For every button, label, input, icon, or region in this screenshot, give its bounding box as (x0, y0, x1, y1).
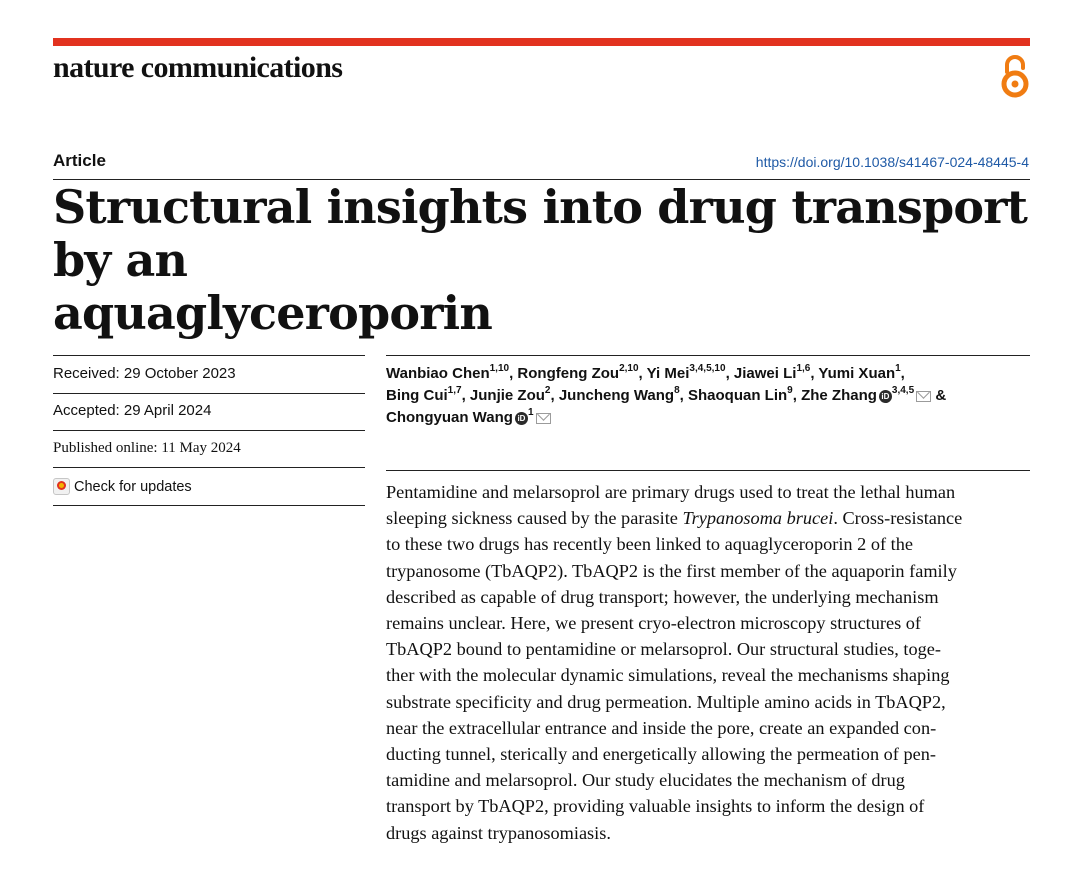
author-separator: , (509, 365, 518, 382)
open-access-icon[interactable] (998, 52, 1032, 100)
orcid-icon[interactable]: iD (515, 412, 528, 425)
author-separator: , (792, 387, 802, 404)
meta-rule (53, 393, 365, 394)
author-separator: , (638, 365, 647, 382)
received-date: Received: 29 October 2023 (53, 365, 236, 382)
author-separator: , (810, 365, 819, 382)
doi-link[interactable]: https://doi.org/10.1038/s41467-024-48445-4 (755, 154, 1029, 170)
abstract-line: substrate specificity and drug permeation. Multiple amino acids in TbAQP2, (386, 691, 946, 712)
accepted-date: Accepted: 29 April 2024 (53, 402, 212, 419)
email-icon[interactable] (536, 413, 551, 424)
abstract-line: tamidine and melarsoprol. Our study elucidates the mechanism of drug (386, 770, 905, 791)
author-name[interactable]: Bing Cui (386, 387, 448, 404)
author-affiliation: 1,6 (796, 363, 811, 374)
author-affiliation: 2,10 (619, 363, 639, 374)
abstract-line: remains unclear. Here, we present cryo-electron microscopy structures of (386, 613, 922, 634)
abstract-top-rule (386, 470, 1030, 471)
author-name[interactable]: Shaoquan Lin (688, 387, 788, 404)
author-separator: , (900, 365, 905, 382)
author-affiliation: 3,4,5,10 (689, 363, 726, 374)
author-name[interactable]: Yumi Xuan (818, 365, 896, 382)
article-type: Article (53, 151, 106, 170)
author-affiliation: 1 (895, 363, 901, 374)
meta-top-rule (53, 355, 365, 356)
check-for-updates-button[interactable] (53, 478, 192, 495)
meta-rule (53, 430, 365, 431)
author-affiliation: 9 (787, 385, 793, 396)
author-list (386, 363, 1036, 429)
abstract-line: ther with the molecular dynamic simulations, reveal the mechanisms shaping (386, 665, 950, 686)
article-title (53, 181, 1043, 340)
author-name[interactable]: Zhe Zhang (801, 387, 877, 404)
author-affiliation: 1 (527, 407, 534, 418)
author-name[interactable]: Junjie Zou (469, 387, 545, 404)
article-title-line: aquaglyceroporin (53, 286, 492, 340)
abstract-line: drugs against trypanosomiasis. (386, 822, 611, 843)
abstract-line: TbAQP2 bound to pentamidine or melarsoprol. Our structural studies, toge- (386, 639, 941, 660)
check-for-updates-label: Check for updates (74, 478, 192, 495)
check-for-updates-icon (53, 478, 70, 495)
author-affiliation: 8 (674, 385, 680, 396)
authors-top-rule (386, 355, 1030, 356)
abstract-line: transport by TbAQP2, providing valuable insights to inform the design of (386, 796, 925, 817)
author-name[interactable]: Wanbiao Chen (386, 365, 490, 382)
author-name[interactable]: Rongfeng Zou (517, 365, 620, 382)
abstract-line: to these two drugs has recently been linked to aquaglyceroporin 2 of the (386, 534, 913, 555)
article-title-line: Structural insights into drug transport by an (53, 180, 1028, 287)
meta-rule (53, 467, 365, 468)
abstract-line: sleeping sickness caused by the parasite Trypanosoma brucei. Cross-resistance (386, 508, 963, 529)
author-name[interactable]: Juncheng Wang (558, 387, 675, 404)
author-affiliation: 1,10 (489, 363, 510, 374)
author-name[interactable]: Jiawei Li (733, 365, 797, 382)
author-name[interactable]: Yi Mei (646, 365, 690, 382)
author-separator: , (679, 387, 688, 404)
author-separator: , (461, 387, 470, 404)
abstract-line: trypanosome (TbAQP2). TbAQP2 is the first member of the aquaporin family (386, 560, 957, 581)
author-name[interactable]: Chongyuan Wang (386, 409, 513, 426)
abstract (386, 479, 1032, 846)
abstract-line: described as capable of drug transport; however, the underlying mechanism (386, 586, 939, 607)
author-affiliation: 2 (544, 385, 551, 396)
author-affiliation: 1,7 (447, 385, 462, 396)
published-date: Published online: 11 May 2024 (53, 440, 241, 456)
abstract-line: Pentamidine and melarsoprol are primary drugs used to treat the lethal human (386, 482, 956, 502)
author-separator: , (725, 365, 734, 382)
orcid-icon[interactable]: iD (879, 390, 892, 403)
email-icon[interactable] (916, 391, 931, 402)
meta-bottom-rule (53, 505, 365, 506)
author-affiliation: 3,4,5 (891, 385, 915, 396)
abstract-line: ducting tunnel, sterically and energetically allowing the permeation of pen- (386, 744, 936, 765)
species-name: Trypanosoma brucei (682, 508, 834, 529)
abstract-line: near the extracellular entrance and inside the pore, create an expanded con- (386, 717, 937, 738)
author-separator: & (931, 387, 947, 404)
journal-name: nature communications (53, 51, 343, 84)
journal-accent-bar (53, 38, 1030, 46)
author-separator: , (550, 387, 559, 404)
